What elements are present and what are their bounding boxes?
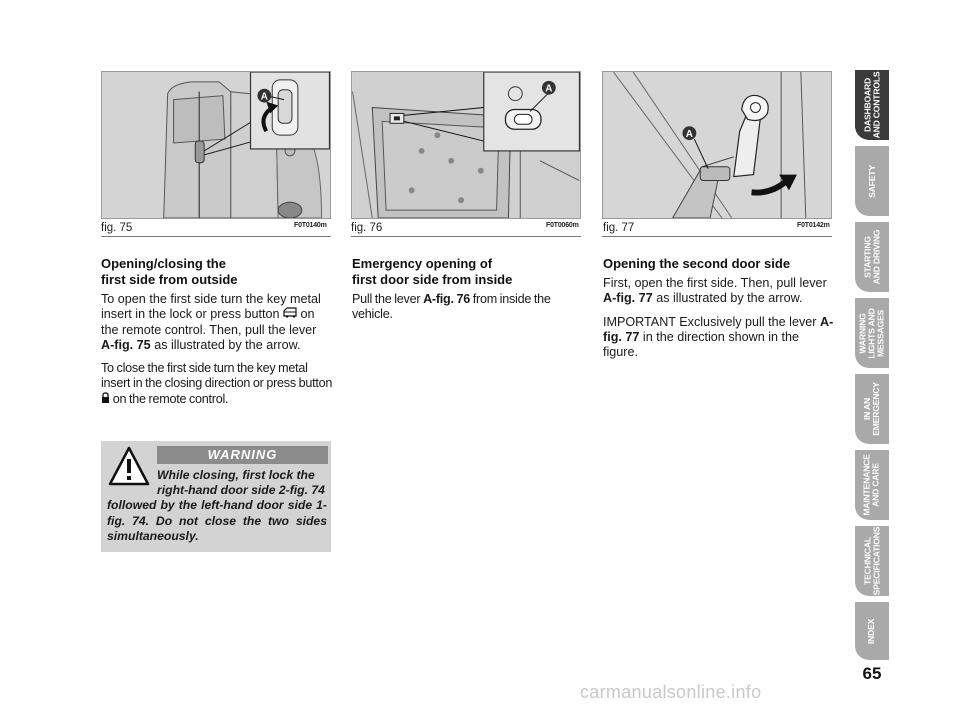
caption-divider — [101, 236, 331, 237]
van-rear-door-illustration — [102, 72, 330, 218]
tab-dashboard-and-controls[interactable]: DASHBOARD AND CONTROLS — [855, 70, 889, 140]
van-unlock-icon — [283, 307, 297, 320]
paragraph: To open the first side turn the key metal insert in the lock or press button on the remote control. Then, pull the lever A-fig. 75 as illustrated by the arrow. — [101, 292, 321, 352]
watermark: carmanualsonline.info — [580, 682, 762, 702]
figure-77 — [602, 71, 832, 219]
fig-75-caption: fig. 75 — [101, 222, 133, 234]
section-heading: Emergency opening of first door side from inside — [352, 256, 513, 287]
fig-77-code: F0T0142m — [797, 222, 830, 229]
tab-index[interactable]: INDEX — [855, 602, 889, 660]
paragraph: IMPORTANT Exclusively pull the lever A-fig. 77 in the direction shown in the figure. — [603, 314, 834, 360]
second-door-lever-illustration — [603, 72, 831, 218]
fig-76-code: F0T0060m — [546, 222, 579, 229]
tab-maintenance-and-care[interactable]: MAINTENANCE AND CARE — [855, 450, 889, 520]
section-opening-second-door — [603, 256, 835, 368]
fig-77-caption: fig. 77 — [603, 222, 635, 234]
section-emergency-opening-inside — [352, 256, 584, 331]
caption-divider — [602, 236, 832, 237]
paragraph: To close the first side turn the key metal insert in the closing direction or press button on the remote control. — [101, 361, 333, 406]
figure-76 — [351, 71, 581, 219]
paragraph: First, open the first side. Then, pull lever A-fig. 77 as illustrated by the arrow. — [603, 276, 827, 306]
section-heading: Opening/closing the first side from outside — [101, 256, 238, 287]
caption-divider — [351, 236, 581, 237]
padlock-icon — [101, 392, 110, 405]
section-opening-closing-outside — [101, 256, 333, 415]
page-number: 65 — [862, 664, 882, 683]
fig-76-caption: fig. 76 — [351, 222, 383, 234]
callout-a: A — [685, 129, 693, 141]
tab-warning-lights-and-messages[interactable]: WARNING LIGHTS AND MESSAGES — [855, 298, 889, 368]
section-heading: Opening the second door side — [603, 256, 791, 271]
fig-75-code: F0T0140m — [294, 222, 327, 229]
callout-a: A — [545, 83, 553, 95]
tab-safety[interactable]: SAFETY — [855, 146, 889, 216]
warning-title: WARNING — [157, 446, 328, 464]
paragraph: Pull the lever A-fig. 76 from inside the vehicle. — [352, 292, 551, 322]
warning-text: While closing, first lock the right-hand door side 2-fig. 74 followed by the left-hand door side 1-fig. 74. Do not close the two sides simultaneously. — [107, 468, 327, 543]
tab-in-an-emergency[interactable]: IN AN EMERGENCY — [855, 374, 889, 444]
warning-box — [101, 441, 331, 552]
tab-starting-and-driving[interactable]: STARTING AND DRIVING — [855, 222, 889, 292]
figure-75 — [101, 71, 331, 219]
callout-a: A — [260, 91, 268, 103]
tab-technical-specifications[interactable]: TECHNICAL SPECIFICATIONS — [855, 526, 889, 596]
inside-door-lever-illustration — [352, 72, 580, 218]
